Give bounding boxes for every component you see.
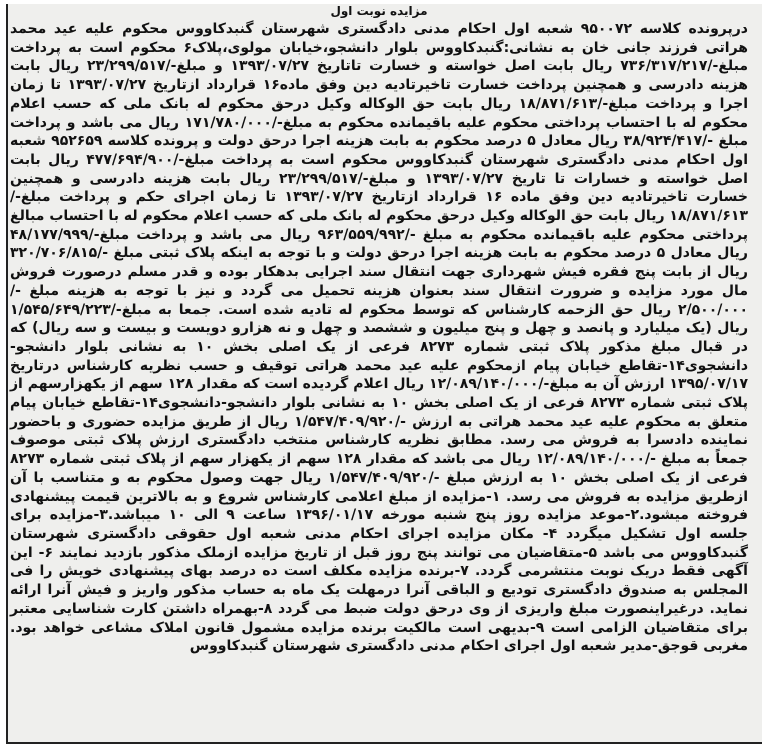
notice-title: مزایده نوبت اول — [330, 4, 428, 18]
notice-body: درپرونده کلاسه ۹۵۰۰۷۲ شعبه اول احکام مدنی دادگستری شهرستان گنبدکاووس محکوم علیه عید محمد هراتی فرزند جانی خان به نشانی:گنبدکاووس بلوار دانشجو،خیابان مولوی،پلاک۶ محکوم است به پرداخت مبلغ-/۷۳۶/۳۱۷/۲۱۷ ریال بابت اصل خواسته و خسارت تاتاریخ ۱۳۹۳/۰۷/۲۷ و مبلغ-/۲۳/۲۹۹/۵۱۷ ریال بابت هزینه دادرسی و همچنین پرداخت خسارت تاخیرتادیه دین وفق ماده۱۶ قرارداد ازتاریخ ۱۳۹۳/۰۷/۲۷ تا زمان اجرا و پرداخت مبلغ-/۱۸/۸۷۱/۶۱۳ ریال بابت حق الوکاله وکیل درحق محکوم له بانک ملی که حسب اعلام محکوم له با احتساب پرداختی محکوم علیه باقیمانده محکوم به مبلغ-/۱۷۱/۷۸۰/۰۰۰ ریال می باشد و پرداخت مبلغ -/۳۸/۹۲۴/۴۱۷ ریال معادل ۵ درصد محکوم به بابت هزینه اجرا درحق دولت و پرونده کلاسه ۹۵۲۶۵۹ شعبه اول احکام مدنی دادگستری شهرستان گنبدکاووس محکوم است به پرداخت مبلغ-/۴۷۷/۶۹۴/۹۰۰ ریال بابت اصل خواسته و خسارات تا تاریخ ۱۳۹۳/۰۷/۲۷ و مبلغ-/۲۳/۲۹۹/۵۱۷ ریال بابت هزینه دادرسی و همچنین خسارت تاخیرتادیه دین وفق ماده ۱۶ قرارداد ازتاریخ ۱۳۹۳/۰۷/۲۷ تا زمان اجرای حکم و پرداخت مبلغ-/۱۸/۸۷۱/۶۱۳ ریال بابت حق الوکاله وکیل درحق محکوم له بانک ملی که حسب اعلام محکوم له با احتساب مبالغ پرداختی محکوم علیه باقیمانده محکوم به مبلغ -/۹۶۳/۵۵۹/۹۹۲ ریال می باشد و پرداخت مبلغ-/۴۸/۱۷۷/۹۹۹ ریال معادل ۵ درصد محکوم به بابت هزینه اجرا درحق دولت و با توجه به اینکه پلاک ثبتی مبلغ -/۳۲۰/۷۰۶/۸۱۵ ریال از بابت پنج فقره فیش شهرداری جهت انتقال سند اجرایی بدهکار بوده و قدر مسلم درصورت فروش مال مورد مزایده و ضرورت انتقال سند بعنوان هزینه تحمیل می گردد و نیز با توجه به هزینه مبلغ -/۲/۵۰۰/۰۰۰ ریال حق الزحمه کارشناس که توسط محکوم له تادیه شده است. جمعا به مبلغ-/۱/۵۴۵/۶۴۹/۲۲۳ ریال (یک میلیارد و پانصد و چهل و پنج میلیون و ششصد و چهل و نه هزارو دویست و بیست و سه ریال) که در قبال مبلغ مذکور پلاک ثبتی شماره ۸۲۷۳ فرعی از یک اصلی بخش ۱۰ به نشانی بلوار دانشجو-دانشجوی۱۴-تقاطع خیابان پیام ازمحکوم علیه عید محمد هراتی توقیف و حسب نظریه کارشناس درتاریخ ۱۳۹۵/۰۷/۱۷ ارزش آن به مبلغ-/۱۲/۰۸۹/۱۴۰/۰۰۰ ریال اعلام گردیده است که مقدار ۱۲۸ سهم از یکهزارسهم از پلاک ثبتی شماره ۸۲۷۳ فرعی از یک اصلی بخش ۱۰ به نشانی بلوار دانشجو-دانشجوی۱۴-تقاطع خیابان پیام متعلق به محکوم علیه عید محمد هراتی به ارزش -/۱/۵۴۷/۴۰۹/۹۲۰ ریال از طریق مزایده حضوری و باحضور نماینده دادسرا به فروش می رسد. مطابق نظریه کارشناس منتخب دادگستری ارزش پلاک ثبتی موصوف جمعاً به مبلغ -/۱۲/۰۸۹/۱۴۰/۰۰۰ ریال می باشد که مقدار ۱۲۸ سهم از یکهزار سهم از پلاک ثبتی شماره ۸۲۷۳ فرعی از یک اصلی بخش ۱۰ به ارزش مبلغ -/۱/۵۴۷/۴۰۹/۹۲۰ ریال جهت وصول محکوم به و متناسب با آن ازطریق مزایده به فروش می رسد. ۱-مزایده از مبلغ اعلامی کارشناس شروع و به بالاترین قیمت پیشنهادی فروخته میشود.۲-موعد مزایده روز پنج شنبه مورخه ۱۳۹۶/۰۱/۱۷ ساعت ۹ الی ۱۰ میباشد.۳-مزایده برای جلسه اول تشکیل میگردد ۴- مکان مزایده اجرای احکام مدنی شعبه اول حقوقی دادگستری شهرستان گنبدکاووس می باشد ۵-متقاضیان می توانند پنج روز قبل از تاریخ مزایده ازملک مذکور بازدید نمایند ۶- این آگهی فقط دریک نوبت منتشرمی گردد. ۷-برنده مزایده مکلف است ده درصد بهای پیشنهادی خویش را فی المجلس به صندوق دادگستری تودیع و الباقی آنرا درمهلت یک ماه به حساب مذکور واریز و فیش آنرا ارائه نماید. درغیراینصورت مبلغ واریزی از وی درحق دولت ضبط می گردد ۸-بهمراه داشتن کارت شناسایی معتبر برای متقاضیان الزامی است ۹-بدیهی است مالکیت برنده مزایده مشمول قانون املاک مشاعی خواهد بود. مغربی قوجق-مدیر شعبه اول اجرای احکام مدنی دادگستری شهرستان گنبدکاووس — [10, 21, 749, 655]
auction-notice — [10, 4, 748, 656]
